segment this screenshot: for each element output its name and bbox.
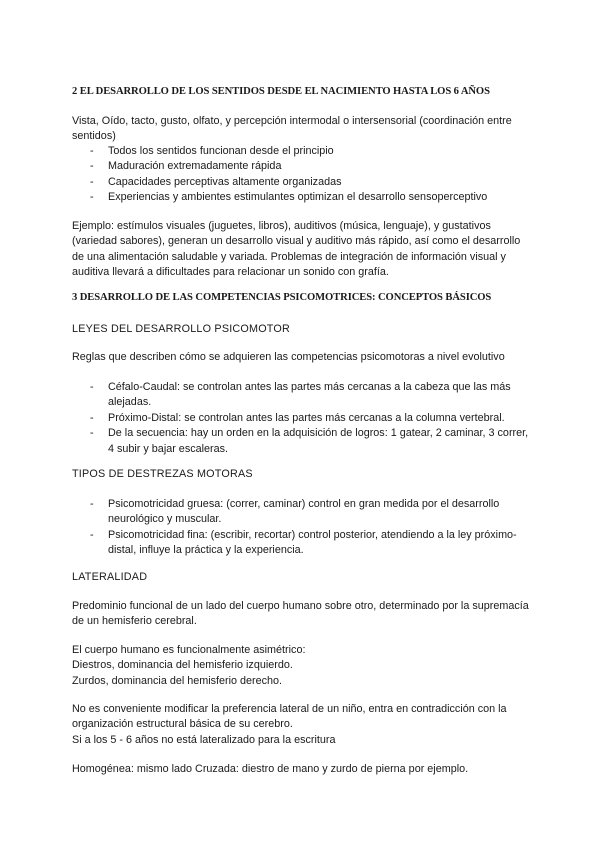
dash-marker: - (90, 191, 94, 204)
list-item (72, 190, 534, 205)
list-item (72, 411, 534, 426)
list-item (72, 380, 534, 411)
list-item (72, 159, 534, 174)
list-item-text: Psicomotricidad gruesa: (correr, caminar) control en gran medida por el desarrollo neurológico y muscular. (108, 498, 500, 526)
list-item-text: Céfalo-Caudal: se controlan antes las partes más cercanas a la cabeza que las más alejadas. (108, 381, 511, 409)
text-line: Si a los 5 - 6 años no está lateralizado para la escritura (72, 733, 336, 746)
laterality-title: LATERALIDAD (72, 571, 148, 583)
text-line: Diestros, dominancia del hemisferio izquierdo. (72, 659, 293, 672)
motor-skills-title: TIPOS DE DESTREZAS MOTORAS (72, 468, 253, 480)
list-item-text: Capacidades perceptivas altamente organizadas (108, 175, 342, 188)
list-item-text: Maduración extremadamente rápida (108, 160, 282, 173)
list-item-text: Todos los sentidos funcionan desde el principio (108, 145, 334, 157)
list-item (72, 426, 534, 457)
dash-marker: - (90, 381, 94, 393)
list-item (72, 497, 534, 528)
senses-intro: Vista, Oído, tacto, gusto, olfato, y percepción intermodal o intersensorial (coordinación entre sentidos) (72, 115, 512, 143)
list-item-text: De la secuencia: hay un orden en la adquisición de logros: 1 gatear, 2 caminar, 3 correr, 4 subir y bajar escaleras. (108, 427, 529, 455)
dash-marker: - (90, 160, 94, 173)
motor-skills-list (72, 497, 534, 559)
senses-example: Ejemplo: estímulos visuales (juguetes, libros), auditivos (música, lenguaje), y gustativos (variedad sabores), generan un desarrollo visual y auditivo más rápido, así como el desarrollo de una alimentación saludable y variada. Problemas de integración de información visual y auditiva llevará a dificultades para relacionar un sonido con grafía. (72, 220, 521, 279)
dash-marker: - (90, 427, 94, 440)
text-line: El cuerpo humano es funcionalmente asimétrico: (72, 644, 306, 656)
dash-marker: - (90, 411, 94, 424)
senses-bullet-list (72, 144, 534, 206)
dash-marker: - (90, 175, 94, 188)
text-line: No es conveniente modificar la preferencia lateral de un niño, entra en contradicción con la organización estructural básica de su cerebro. (72, 703, 507, 731)
list-item (72, 528, 534, 559)
laws-list (72, 380, 534, 457)
asymmetry-block (72, 643, 534, 689)
list-item-text: Próximo-Distal: se controlan antes las partes más cercanas a la columna vertebral. (108, 411, 505, 424)
list-item (72, 144, 534, 159)
list-item (72, 175, 534, 190)
laterality-types: Homogénea: mismo lado Cruzada: diestro de mano y zurdo de pierna por ejemplo. (72, 763, 469, 775)
section-3-heading: 3 DESARROLLO DE LAS COMPETENCIAS PSICOMOTRICES: CONCEPTOS BÁSICOS (72, 292, 492, 303)
laws-title: LEYES DEL DESARROLLO PSICOMOTOR (72, 323, 290, 335)
text-line: Zurdos, dominancia del hemisferio derecho. (72, 674, 283, 687)
section-2-heading: 2 EL DESARROLLO DE LOS SENTIDOS DESDE EL NACIMIENTO HASTA LOS 6 AÑOS (72, 86, 490, 97)
dash-marker: - (90, 498, 94, 510)
modify-preference-block (72, 702, 534, 748)
dash-marker: - (90, 528, 94, 541)
laws-intro: Reglas que describen cómo se adquieren las competencias psicomotoras a nivel evolutivo (72, 351, 505, 363)
dash-marker: - (90, 145, 94, 157)
list-item-text: Psicomotricidad fina: (escribir, recortar) control posterior, atendiendo a la ley próximo-distal, influye la práctica y la experiencia. (108, 528, 517, 557)
laterality-definition: Predominio funcional de un lado del cuerpo humano sobre otro, determinado por la supremacía de un hemisferio cerebral. (72, 600, 529, 628)
list-item-text: Experiencias y ambientes estimulantes optimizan el desarrollo sensoperceptivo (108, 191, 488, 204)
